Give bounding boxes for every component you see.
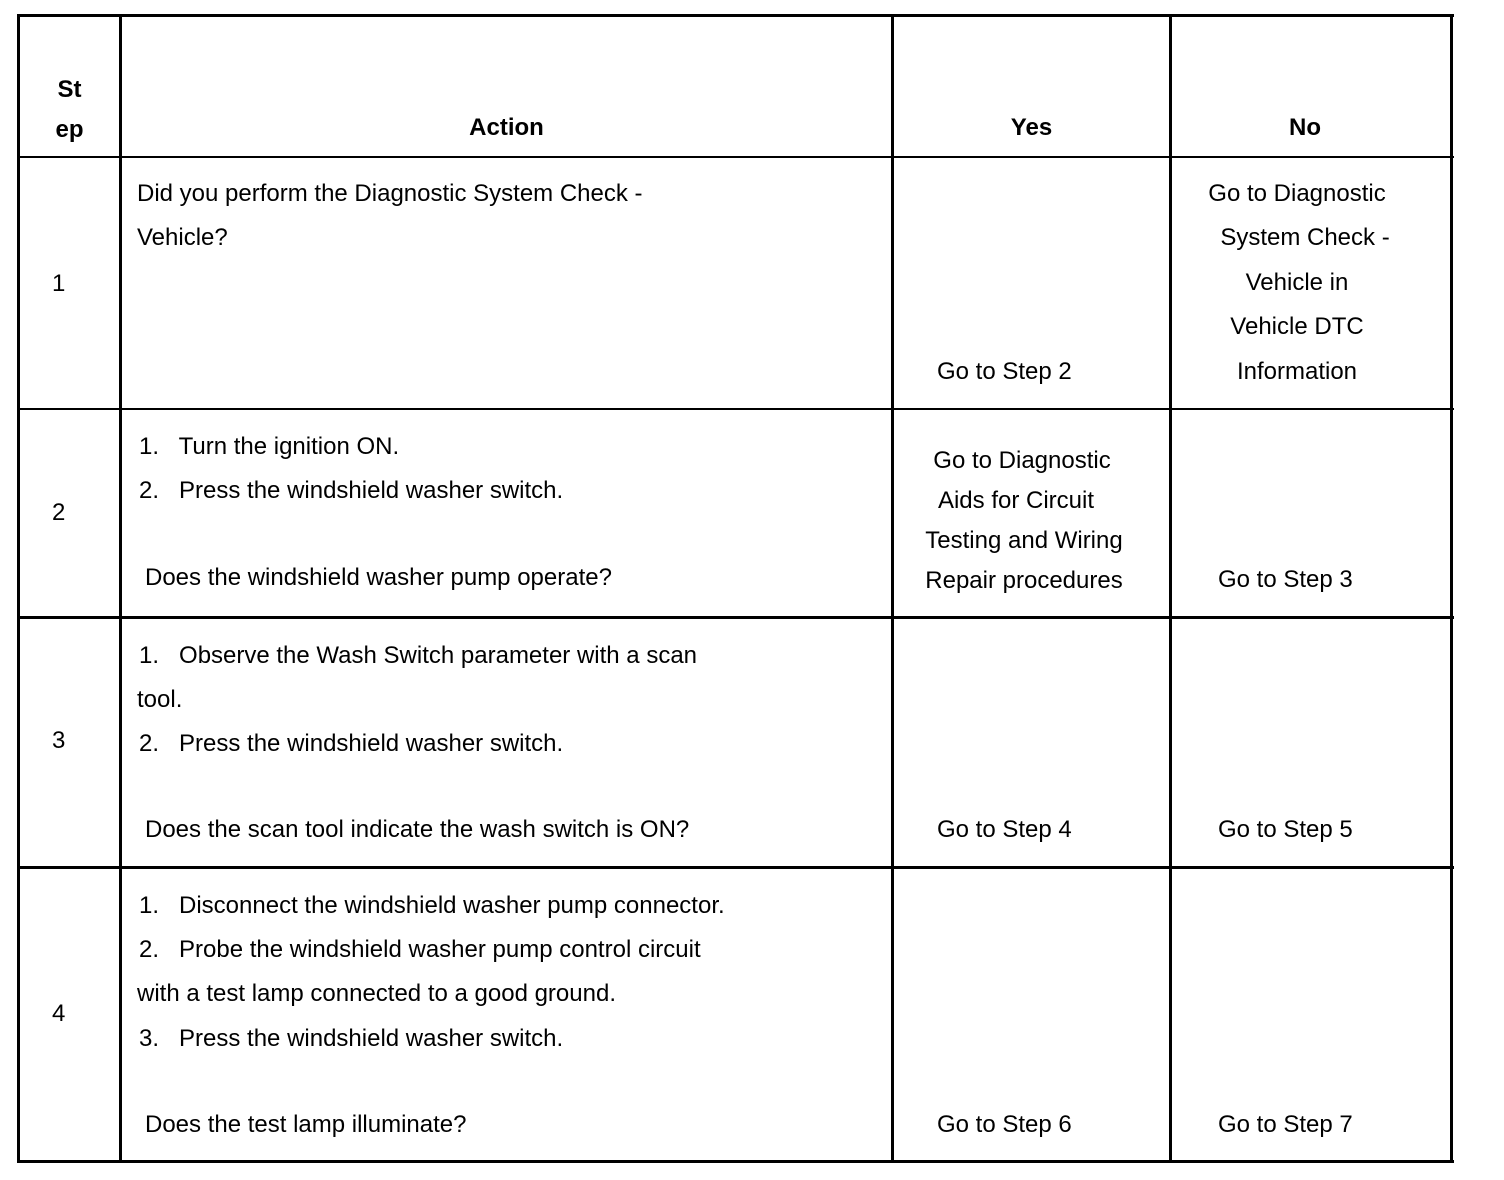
column-divider bbox=[891, 14, 894, 1163]
yes-result-line: Aids for Circuit bbox=[937, 487, 1095, 514]
action-line: 2. Press the windshield washer switch. bbox=[139, 477, 564, 504]
no-result-line: Vehicle DTC bbox=[1230, 313, 1364, 340]
action-question: Does the windshield washer pump operate? bbox=[145, 564, 612, 591]
row-divider bbox=[17, 408, 1454, 410]
header-step-label: St ep bbox=[55, 76, 84, 143]
no-result: Go to Step 5 bbox=[1218, 816, 1353, 843]
no-result-line: Vehicle in bbox=[1245, 269, 1349, 296]
row-divider bbox=[17, 616, 1454, 619]
action-line: Vehicle? bbox=[137, 224, 228, 251]
yes-result: Go to Step 4 bbox=[937, 816, 1072, 843]
table-border-top bbox=[17, 14, 1454, 17]
step-number: 3 bbox=[52, 727, 66, 754]
yes-result: Go to Step 6 bbox=[937, 1111, 1072, 1138]
action-line: tool. bbox=[137, 686, 183, 713]
no-result: Go to Step 3 bbox=[1218, 566, 1353, 593]
header-divider bbox=[17, 156, 1454, 158]
row-divider bbox=[17, 866, 1454, 869]
header-no: No bbox=[1289, 114, 1321, 141]
table-border-bottom bbox=[17, 1160, 1454, 1163]
yes-result-line: Go to Diagnostic bbox=[933, 447, 1111, 474]
action-line: 1. Disconnect the windshield washer pump connector. bbox=[139, 892, 725, 919]
header-yes: Yes bbox=[1010, 114, 1053, 141]
step-number: 1 bbox=[52, 270, 66, 297]
action-line: 2. Press the windshield washer switch. bbox=[139, 730, 564, 757]
yes-result-line: Repair procedures bbox=[925, 567, 1123, 594]
action-line: 2. Probe the windshield washer pump control circuit bbox=[139, 936, 701, 963]
action-line: 1. Observe the Wash Switch parameter with a scan bbox=[139, 642, 698, 669]
action-line: Did you perform the Diagnostic System Check - bbox=[137, 180, 643, 207]
no-result: Go to Step 7 bbox=[1218, 1111, 1353, 1138]
no-result-line: System Check - bbox=[1220, 224, 1390, 251]
no-result-line: Information bbox=[1236, 358, 1358, 385]
no-result-line: Go to Diagnostic bbox=[1208, 180, 1386, 207]
yes-result-line: Testing and Wiring bbox=[925, 527, 1123, 554]
header-step bbox=[20, 70, 119, 150]
table-border-right bbox=[1450, 14, 1453, 1163]
step-number: 4 bbox=[52, 1000, 66, 1027]
column-divider bbox=[119, 14, 122, 1163]
header-action: Action bbox=[469, 114, 544, 141]
action-line: with a test lamp connected to a good ground. bbox=[137, 980, 616, 1007]
step-number: 2 bbox=[52, 499, 66, 526]
action-question: Does the scan tool indicate the wash switch is ON? bbox=[145, 816, 690, 843]
action-line: 3. Press the windshield washer switch. bbox=[139, 1025, 564, 1052]
action-line: 1. Turn the ignition ON. bbox=[139, 433, 400, 460]
yes-result: Go to Step 2 bbox=[937, 358, 1072, 385]
action-question: Does the test lamp illuminate? bbox=[145, 1111, 467, 1138]
table-border-left bbox=[17, 14, 20, 1163]
